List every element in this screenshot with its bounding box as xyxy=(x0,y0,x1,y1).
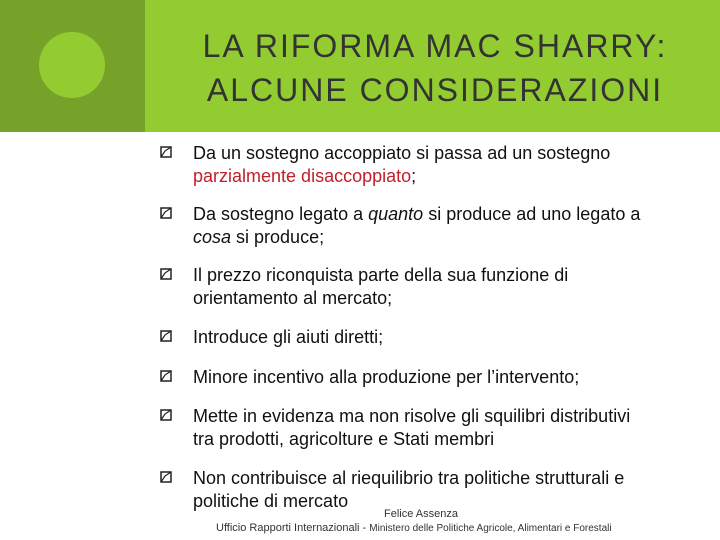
checkbox-bullet-icon xyxy=(160,409,172,421)
decorative-circle xyxy=(39,32,105,98)
bullet-text xyxy=(193,326,703,349)
bullet-text xyxy=(193,366,703,389)
footer-author: Felice Assenza xyxy=(384,508,458,520)
bullet-text xyxy=(193,405,703,451)
bullet-text-part: Da un sostegno accoppiato si passa ad un sostegno xyxy=(193,143,611,163)
bullet-text-part: Non contribuisce al riequilibrio tra politiche strutturali e xyxy=(193,468,625,488)
bullet-text-part: si produce ad uno legato a xyxy=(423,204,641,224)
checkbox-bullet-icon xyxy=(160,207,172,219)
bullet-text-part: Introduce gli aiuti diretti; xyxy=(193,327,384,347)
bullet-text xyxy=(193,203,703,249)
footer-office-label: Ufficio Rapporti Internazionali - xyxy=(216,522,370,534)
bullet-text-part: ; xyxy=(411,166,417,186)
bullet-emphasis: quanto xyxy=(368,204,424,224)
bullet-text-part: Da sostegno legato a xyxy=(193,204,369,224)
bullet-text-part: Il prezzo riconquista parte della sua funzione di xyxy=(193,265,569,285)
checkbox-bullet-icon xyxy=(160,146,172,158)
bullet-text-part: si produce; xyxy=(231,227,325,247)
title-line-1: LA RIFORMA MAC SHARRY: xyxy=(202,28,668,64)
bullet-text-part: orientamento al mercato; xyxy=(193,288,393,308)
bullet-text xyxy=(193,467,703,513)
bullet-text xyxy=(193,142,703,188)
title-line-2: ALCUNE CONSIDERAZIONI xyxy=(206,72,664,108)
footer-office xyxy=(216,522,612,534)
bullet-text xyxy=(193,264,703,310)
bullet-text-part: politiche di mercato xyxy=(193,491,349,511)
footer-ministry: Ministero delle Politiche Agricole, Alimentari e Forestali xyxy=(369,523,612,534)
checkbox-bullet-icon xyxy=(160,370,172,382)
bullet-emphasis: cosa xyxy=(193,227,232,247)
bullet-highlight: parzialmente disaccoppiato xyxy=(193,166,412,186)
bullet-text-part: tra prodotti, agricolture e Stati membri xyxy=(193,429,495,449)
checkbox-bullet-icon xyxy=(160,330,172,342)
bullet-text-part: Minore incentivo alla produzione per l’intervento; xyxy=(193,367,580,387)
checkbox-bullet-icon xyxy=(160,268,172,280)
checkbox-bullet-icon xyxy=(160,471,172,483)
slide-title xyxy=(160,24,710,112)
bullet-text-part: Mette in evidenza ma non risolve gli squilibri distributivi xyxy=(193,406,631,426)
